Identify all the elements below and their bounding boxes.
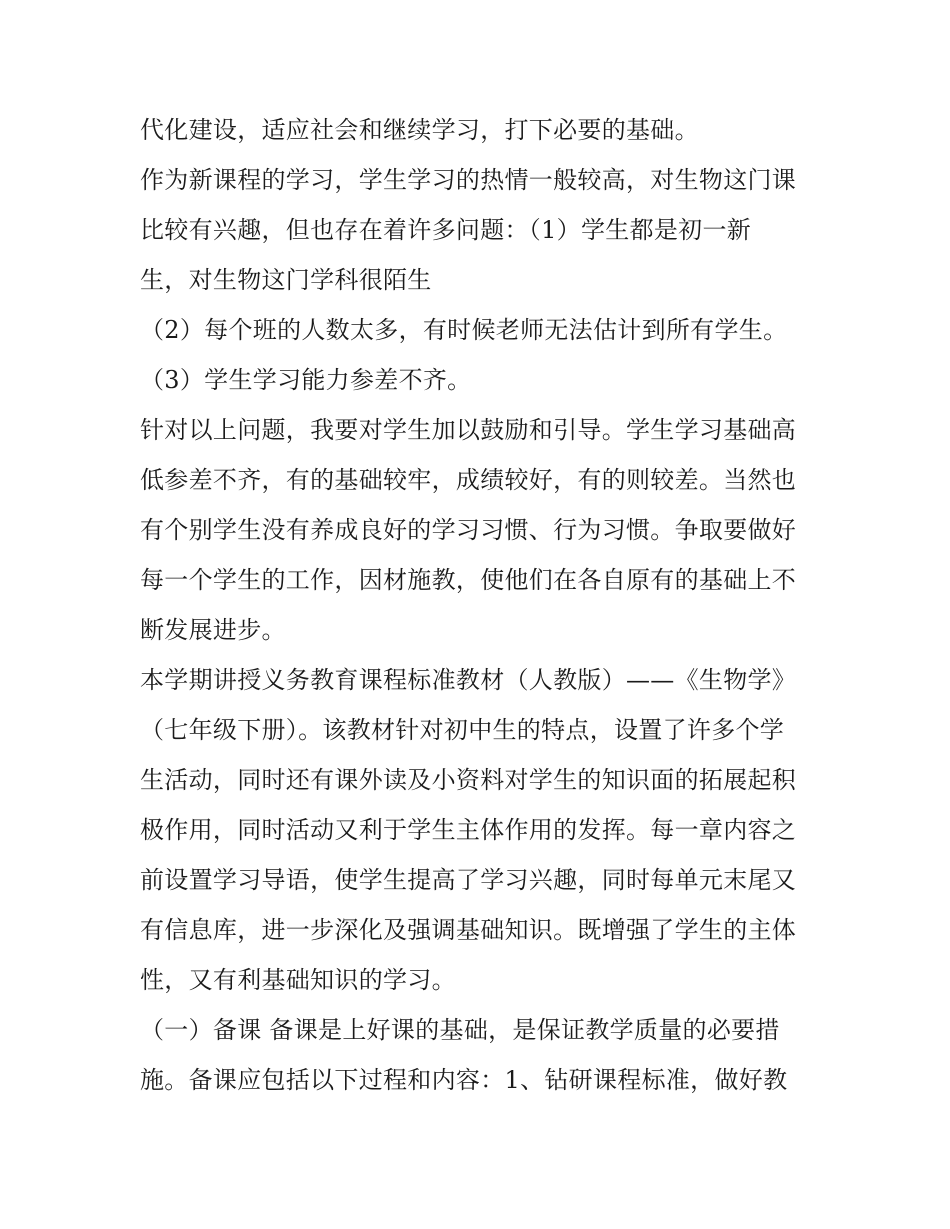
text-line: 极作用，同时活动又利于学生主体作用的发挥。每一章内容之 <box>140 816 797 844</box>
text-line: 低参差不齐，有的基础较牢，成绩较好，有的则较差。当然也 <box>140 466 797 494</box>
text-line: 断发展进步。 <box>140 616 286 644</box>
text-line: 施。备课应包括以下过程和内容：1、钻研课程标准，做好教 <box>140 1066 788 1094</box>
text-line: 针对以上问题，我要对学生加以鼓励和引导。学生学习基础高 <box>140 416 797 444</box>
text-line: （3）学生学习能力参差不齐。 <box>140 366 472 394</box>
text-line: 前设置学习导语，使学生提高了学习兴趣，同时每单元末尾又 <box>140 866 797 894</box>
text-line: 代化建设，适应社会和继续学习，打下必要的基础。 <box>140 116 699 144</box>
text-line: （2）每个班的人数太多，有时候老师无法估计到所有学生。 <box>140 316 788 344</box>
text-line: 性，又有利基础知识的学习。 <box>140 966 456 994</box>
text-line: 本学期讲授义务教育课程标准教材（人教版）——《生物学》 <box>140 666 797 694</box>
text-line: 生活动，同时还有课外读及小资料对学生的知识面的拓展起积 <box>140 766 797 794</box>
text-line: （一）备课 备课是上好课的基础，是保证教学质量的必要措 <box>140 1016 780 1044</box>
text-line: 比较有兴趣，但也存在着许多问题：（1）学生都是初一新 <box>140 216 752 244</box>
text-line: 有信息库，进一步深化及强调基础知识。既增强了学生的主体 <box>140 916 797 944</box>
text-line: （七年级下册）。该教材针对初中生的特点，设置了许多个学 <box>140 716 785 744</box>
text-line: 生，对生物这门学科很陌生 <box>140 266 432 294</box>
text-line: 作为新课程的学习，学生学习的热情一般较高，对生物这门课 <box>140 166 797 194</box>
text-line: 每一个学生的工作，因材施教，使他们在各自原有的基础上不 <box>140 566 797 594</box>
text-line: 有个别学生没有养成良好的学习习惯、行为习惯。争取要做好 <box>140 516 797 544</box>
